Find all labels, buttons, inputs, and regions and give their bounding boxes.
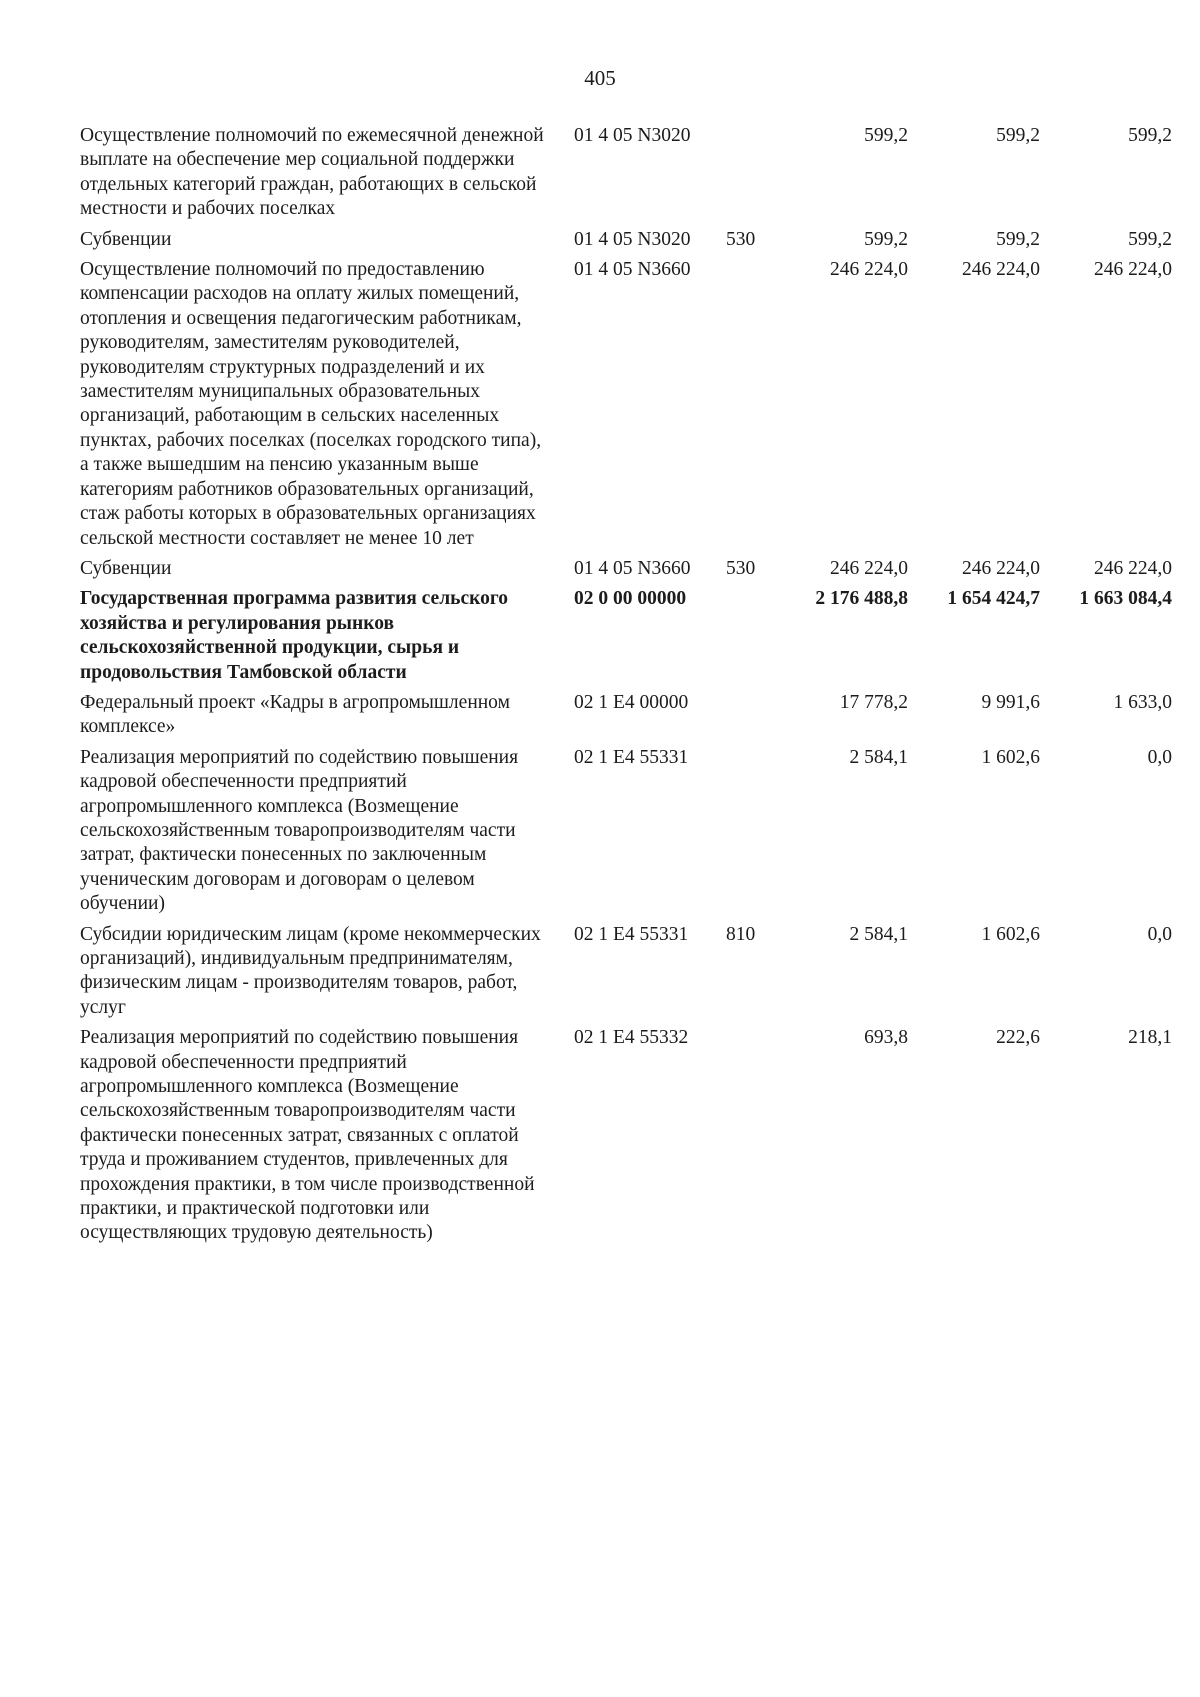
row-value-2: 246 224,0 [962,557,1040,579]
row-value-2: 599,2 [996,125,1040,146]
row-value-3: 0,0 [1147,923,1172,945]
row-name: Государственная программа развития сельского хозяйства и регулирования рынков сельскохозяйственной продукции, сырья и продовольствия Тамбовской области [80,588,508,683]
row-value-1: 2 176 488,8 [815,588,908,610]
row-value-3: 1 663 084,4 [1079,588,1172,610]
row-value-3: 599,2 [1128,228,1172,250]
row-code: 01 4 05 N3020 [574,125,691,146]
row-value-3: 599,2 [1128,125,1172,146]
table-row [80,1026,1172,1252]
table-row [80,923,1172,1027]
row-value-2: 1 602,6 [981,923,1040,945]
row-value-3: 218,1 [1128,1027,1172,1049]
table-row [80,124,1172,228]
row-value-3: 0,0 [1147,746,1172,768]
row-value-2: 599,2 [996,228,1040,250]
row-code: 02 1 Е4 55331 [574,746,689,768]
row-value-2: 246 224,0 [962,259,1040,281]
row-value-1: 2 584,1 [849,746,908,768]
row-code: 02 1 Е4 55332 [574,1027,689,1049]
row-type: 530 [726,228,756,250]
row-value-1: 2 584,1 [849,923,908,945]
row-value-1: 246 224,0 [830,557,908,579]
row-name: Реализация мероприятий по содействию повышения кадровой обеспеченности предприятий агропромышленного комплекса (Возмещение сельскохозяйственным товаропроизводителям части фактически понесенных затрат, связанных с оплатой труда и проживанием студентов, привлеченных для прохождения практики, в том числе производственной практики, и практической подготовки или осуществляющих трудовую деятельность) [80,1027,535,1244]
row-code: 01 4 05 N3020 [574,228,691,250]
row-type [726,258,776,557]
row-type [726,1026,776,1252]
row-name: Федеральный проект «Кадры в агропромышленном комплексе» [80,691,510,738]
row-value-2: 9 991,6 [981,691,1040,713]
table-row [80,258,1172,557]
row-name: Субсидии юридическим лицам (кроме некоммерческих организаций), индивидуальным предпринимателям, физическим лицам - производителям товаров, работ, услуг [80,923,541,1018]
row-value-2: 1 654 424,7 [947,588,1040,610]
row-type [726,691,776,746]
row-code: 02 0 00 00000 [574,588,687,610]
row-value-3: 246 224,0 [1094,557,1172,579]
row-name: Реализация мероприятий по содействию повышения кадровой обеспеченности предприятий агропромышленного комплекса (Возмещение сельскохозяйственным товаропроизводителям части затрат, фактически понесенных по заключенным ученическим договорам и договорам о целевом обучении) [80,746,519,915]
row-code: 02 1 Е4 55331 [574,923,689,945]
row-code: 01 4 05 N3660 [574,557,691,579]
row-name: Осуществление полномочий по предоставлению компенсации расходов на оплату жилых помещений, отопления и освещения педагогическим работникам, руководителям, заместителям руководителей, руководителям структурных подразделений и их заместителям муниципальных образовательных организаций, работающим в сельских населенных пунктах, рабочих поселках (поселках городского типа), а также вышедшим на пенсию указанным выше категориям работников образовательных организаций, стаж работы которых в образовательных организациях сельской местности составляет не менее 10 лет [80,259,542,549]
page-number: 405 [584,66,616,90]
row-value-1: 246 224,0 [830,259,908,281]
row-value-1: 17 778,2 [839,691,908,713]
row-type [726,746,776,923]
row-code: 02 1 Е4 00000 [574,691,689,713]
row-value-1: 599,2 [864,125,908,146]
table-row [80,557,1172,587]
row-value-3: 246 224,0 [1094,259,1172,281]
row-name: Субвенции [80,228,172,250]
row-value-3: 1 633,0 [1113,691,1172,713]
row-value-2: 1 602,6 [981,746,1040,768]
table-row [80,746,1172,923]
budget-table [80,124,1172,1252]
row-name: Субвенции [80,557,172,579]
row-value-2: 222,6 [996,1027,1040,1049]
table-row [80,587,1172,691]
row-type: 530 [726,557,756,579]
row-value-1: 599,2 [864,228,908,250]
table-row [80,691,1172,746]
row-type: 810 [726,923,756,945]
row-name: Осуществление полномочий по ежемесячной денежной выплате на обеспечение мер социальной поддержки отдельных категорий граждан, работающих в сельской местности и рабочих поселках [80,125,544,220]
row-value-1: 693,8 [864,1027,908,1049]
row-type [726,587,776,691]
row-type [726,124,776,228]
row-code: 01 4 05 N3660 [574,259,691,281]
table-row [80,228,1172,258]
